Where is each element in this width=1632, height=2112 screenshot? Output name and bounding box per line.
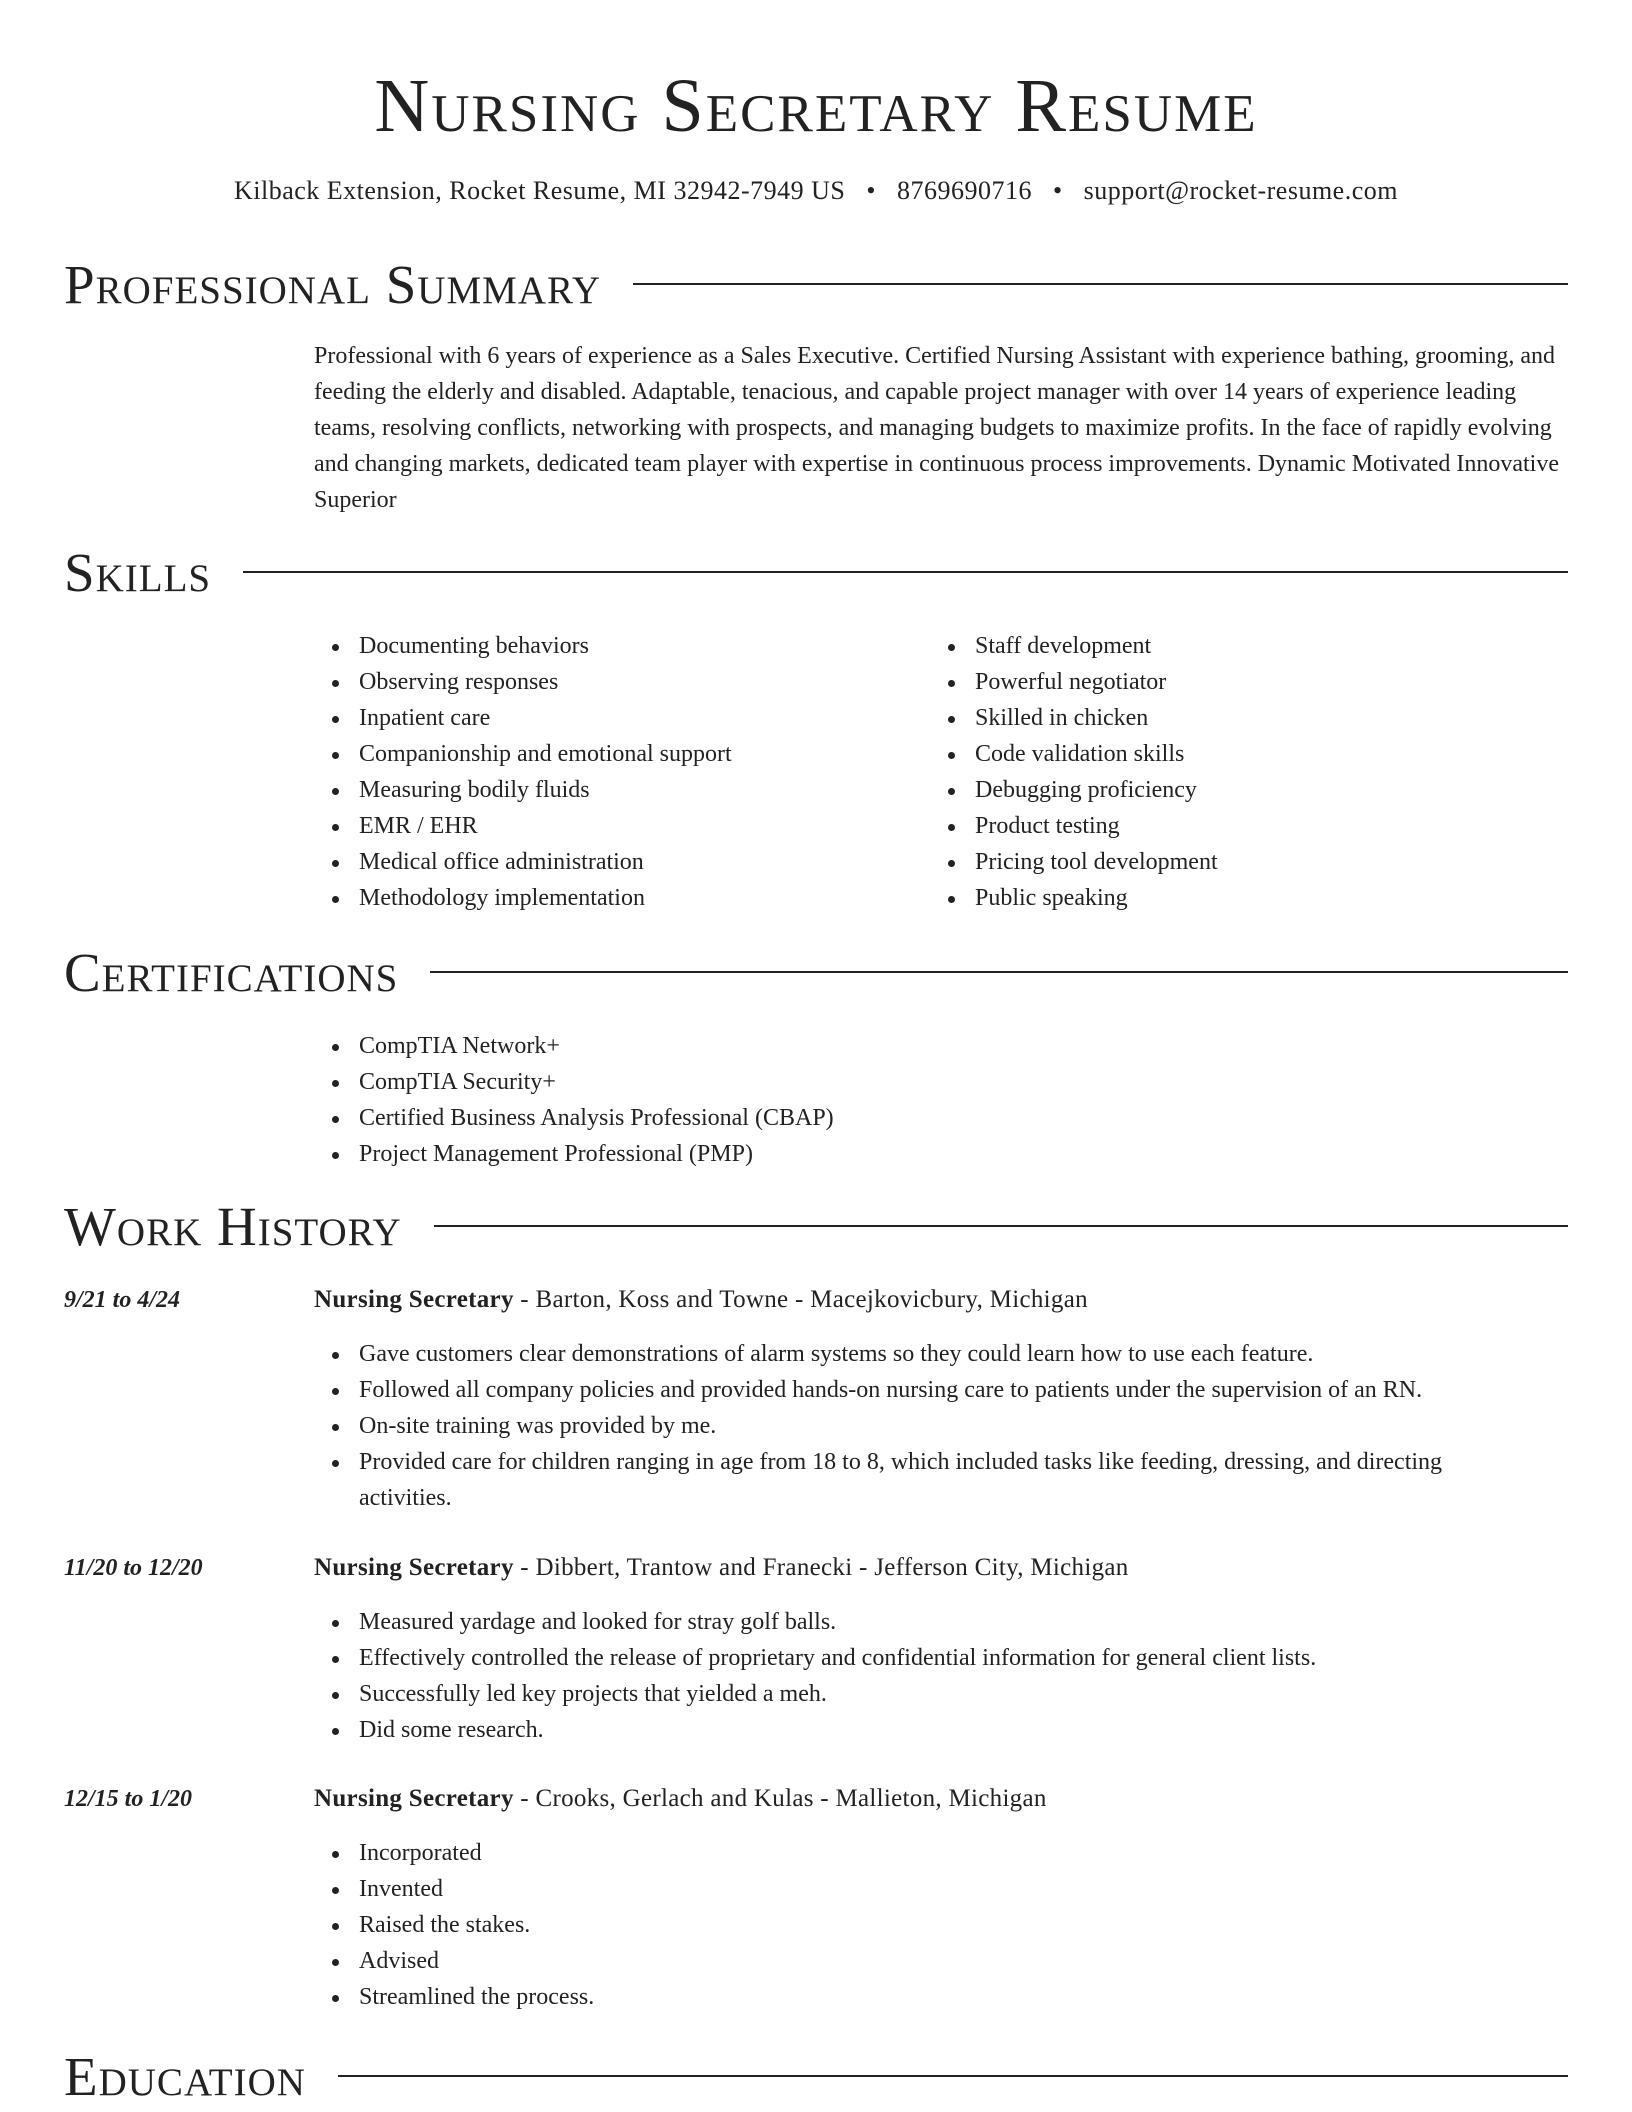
job-duties-list bbox=[315, 1604, 1515, 1748]
skill-item: Companionship and emotional support bbox=[315, 736, 875, 772]
job-role: Nursing Secretary bbox=[314, 1785, 514, 1812]
skill-item: Inpatient care bbox=[315, 700, 875, 736]
contact-line bbox=[0, 174, 1632, 208]
job-title-line bbox=[314, 1282, 1088, 1318]
job-employer: - Dibbert, Trantow and Franecki - Jefferson City, Michigan bbox=[513, 1554, 1129, 1581]
section-professional-summary bbox=[64, 250, 1568, 320]
section-education bbox=[64, 2042, 1568, 2112]
job-role: Nursing Secretary bbox=[314, 1286, 514, 1313]
skill-item: Methodology implementation bbox=[315, 880, 875, 916]
section-heading: Professional Summary bbox=[64, 254, 602, 315]
job-duty: On-site training was provided by me. bbox=[315, 1408, 1515, 1444]
contact-address: Kilback Extension, Rocket Resume, MI 32942-7949 US bbox=[233, 176, 846, 205]
section-heading: Certifications bbox=[64, 942, 399, 1003]
contact-phone: 8769690716 bbox=[896, 176, 1032, 205]
section-certifications bbox=[64, 938, 1568, 1008]
certification-item: Project Management Professional (PMP) bbox=[315, 1136, 1515, 1172]
skill-item: Code validation skills bbox=[931, 736, 1531, 772]
section-divider bbox=[434, 1225, 1568, 1227]
summary-text: Professional with 6 years of experience as a Sales Executive. Certified Nursing Assistant with experience bathing, grooming, and feeding the elderly and disabled. Adaptable, tenacious, and capable project manager with over 14 years of experience leading teams, resolving conflicts, networking with prospects, and managing budgets to maximize profits. In the face of rapidly evolving and changing markets, dedicated team player with expertise in continuous process improvements. Dynamic Motivated Innovative Superior bbox=[314, 343, 1559, 513]
job-employer: - Barton, Koss and Towne - Macejkovicbury, Michigan bbox=[513, 1286, 1088, 1313]
job-duty: Streamlined the process. bbox=[315, 1979, 1515, 2015]
skill-item: Public speaking bbox=[931, 880, 1531, 916]
job-duty: Measured yardage and looked for stray golf balls. bbox=[315, 1604, 1515, 1640]
job-dates: 11/20 to 12/20 bbox=[64, 1555, 203, 1581]
skills-list-right bbox=[931, 628, 1531, 916]
section-divider bbox=[338, 2075, 1568, 2077]
skill-item: Staff development bbox=[931, 628, 1531, 664]
job-duty: Invented bbox=[315, 1871, 1515, 1907]
job-role: Nursing Secretary bbox=[314, 1554, 514, 1581]
job-duty: Successfully led key projects that yielded a meh. bbox=[315, 1676, 1515, 1712]
job-duty: Advised bbox=[315, 1943, 1515, 1979]
section-heading: Skills bbox=[64, 542, 212, 603]
contact-separator: • bbox=[866, 176, 876, 205]
section-divider bbox=[430, 971, 1568, 973]
section-divider bbox=[633, 283, 1568, 285]
job-employer: - Crooks, Gerlach and Kulas - Mallieton, Michigan bbox=[513, 1785, 1047, 1812]
skill-item: Debugging proficiency bbox=[931, 772, 1531, 808]
job-title-line bbox=[314, 1550, 1129, 1586]
job-duty: Followed all company policies and provided hands-on nursing care to patients under the supervision of an RN. bbox=[315, 1372, 1515, 1408]
skill-item: Skilled in chicken bbox=[931, 700, 1531, 736]
section-work-history bbox=[64, 1192, 1568, 1262]
certification-item: CompTIA Security+ bbox=[315, 1064, 1515, 1100]
job-duty: Gave customers clear demonstrations of alarm systems so they could learn how to use each feature. bbox=[315, 1336, 1515, 1372]
job-duty: Did some research. bbox=[315, 1712, 1515, 1748]
section-heading: Work History bbox=[64, 1196, 402, 1257]
resume-title: Nursing Secretary Resume bbox=[374, 64, 1258, 148]
job-duties-list bbox=[315, 1835, 1515, 2015]
skill-item: Observing responses bbox=[315, 664, 875, 700]
skill-item: Medical office administration bbox=[315, 844, 875, 880]
job-duty: Incorporated bbox=[315, 1835, 1515, 1871]
skill-item: Measuring bodily fluids bbox=[315, 772, 875, 808]
skill-item: Documenting behaviors bbox=[315, 628, 875, 664]
job-duty: Effectively controlled the release of proprietary and confidential information for general client lists. bbox=[315, 1640, 1515, 1676]
contact-separator: • bbox=[1052, 176, 1063, 205]
certifications-list bbox=[315, 1028, 1515, 1172]
section-divider bbox=[243, 571, 1568, 573]
certification-item: CompTIA Network+ bbox=[315, 1028, 1515, 1064]
job-duties-list bbox=[315, 1336, 1515, 1516]
skill-item: Product testing bbox=[931, 808, 1531, 844]
job-duty: Provided care for children ranging in age from 18 to 8, which included tasks like feeding, dressing, and directing activities. bbox=[315, 1444, 1515, 1516]
skill-item: Pricing tool development bbox=[931, 844, 1531, 880]
section-heading: Education bbox=[64, 2046, 306, 2107]
job-dates: 12/15 to 1/20 bbox=[64, 1786, 193, 1812]
skill-item: EMR / EHR bbox=[315, 808, 875, 844]
certification-item: Certified Business Analysis Professional (CBAP) bbox=[315, 1100, 1515, 1136]
job-dates: 9/21 to 4/24 bbox=[64, 1287, 181, 1313]
contact-email: support@rocket-resume.com bbox=[1083, 176, 1398, 205]
skills-list-left bbox=[315, 628, 875, 916]
section-skills bbox=[64, 538, 1568, 608]
job-title-line bbox=[314, 1781, 1047, 1817]
skill-item: Powerful negotiator bbox=[931, 664, 1531, 700]
job-duty: Raised the stakes. bbox=[315, 1907, 1515, 1943]
